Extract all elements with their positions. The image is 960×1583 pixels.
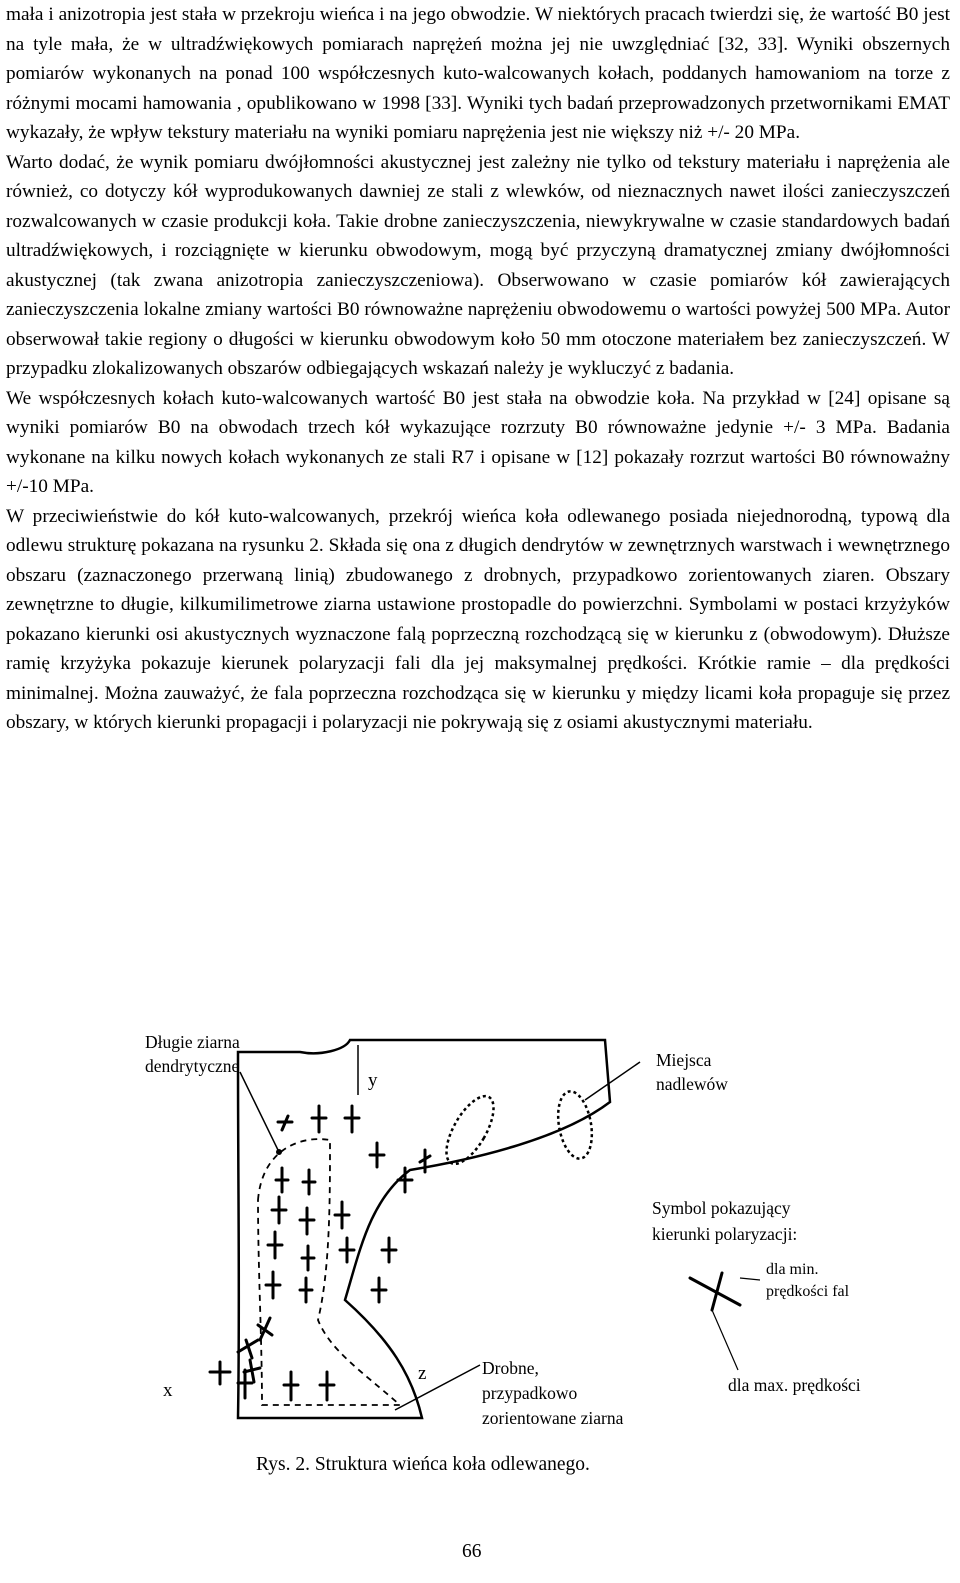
page-number: 66 [462,1541,482,1562]
label-min-speed-2: prędkości fal [766,1283,850,1300]
label-fine-grains-2: przypadkowo [482,1383,578,1403]
rim-outline [238,1040,610,1418]
label-symbol-2: kierunki polaryzacji: [652,1224,798,1244]
axis-x-label: x [163,1380,173,1401]
axis-y-label: y [368,1070,378,1091]
paragraph-4: W przeciwieństwie do kół kuto-walcowanych, przekrój wieńca koła odlewanego posiada niejednorodną, typową dla odlewu strukturę pokazana na rysunku 2. Składa się ona z długich dendrytów w zewnętrznych warstwach i wewnętrznego obszaru (zaznaczonego przerwaną linią) zbudowanego z drobnych, przypadkowo zorientowanych ziaren. Obszary zewnętrzne to długie, kilkumilimetrowe ziarna ustawione prostopadle do powierzchni. Symbolami w postaci krzyżyków pokazano kierunki osi akustycznych wyznaczone falą poprzeczną rozchodzącą się w kierunku z (obwodowym). Dłuższe ramię krzyżyka pokazuje kierunek polaryzacji fali dla jej maksymalnej prędkości. Krótkie ramie – dla prędkości minimalnej. Można zauważyć, że fala poprzeczna rozchodząca się w kierunku y między licami koła propaguje się przez obszary, w których kierunki propagacji i polaryzacji nie pokrywają się z osiami akustycznymi materiału. [6,505,950,733]
label-risers-1: Miejsca [656,1050,712,1070]
riser-ellipse-2 [553,1089,596,1162]
grain-crosses [210,1106,430,1400]
label-max-speed: dla max. prędkości [728,1375,861,1395]
label-long-grains-2: dendrytyczne [145,1056,240,1076]
label-long-grains-1: Długie ziarna [145,1032,240,1052]
axis-z-label: z [418,1363,427,1384]
figure-caption: Rys. 2. Struktura wieńca koła odlewanego. [256,1454,590,1475]
label-min-speed-1: dla min. [766,1261,819,1278]
paragraph-2: Warto dodać, że wynik pomiaru dwójłomności akustycznej jest zależny nie tylko od tekstury materiału i naprężenia ale również, co dotyczy kół wyprodukowanych dawniej ze stali z wlewków, od nieznacznych nawet ilości zanieczyszczeń rozwalcowanych w czasie produkcji koła. Takie drobne zanieczyszczenia, niewykrywalne w czasie standardowych badań ultradźwiękowych, i rozciągnięte w kierunku obwodowym, mogą być przyczyną dramatycznej zmiany dwójłomności akustycznej (tak zwana anizotropia zanieczyszczeniowa). Obserwowano w czasie pomiarów kół zawierających zanieczyszczenia lokalne zmiany wartości B0 równoważne naprężeniu obwodowemu o wartości powyżej 500 MPa. Autor obserwował takie regiony o długości w kierunku obwodowym koło 50 mm otoczone materiałem bez zanieczyszczeń. W przypadku zlokalizowanych obszarów odbiegających wskazań należy je wykluczyć z badania. [6,151,950,379]
paragraph-3: We współczesnych kołach kuto-walcowanych wartość B0 jest stała na obwodzie koła. Na przykład w [24] opisane są wyniki pomiarów B0 na obwodach trzech kół wykazujące rozrzuty B0 równoważne jedynie +/- 3 MPa. Badania wykonane na kilku nowych kołach wykonanych ze stali R7 i opisane w [12] pokazały rozrzut wartości B0 równoważny +/-10 MPa. [6,387,950,497]
polarization-symbol-icon [690,1273,740,1310]
label-fine-grains-1: Drobne, [482,1358,539,1378]
paragraph-1: mała i anizotropia jest stała w przekroju wieńca i na jego obwodzie. W niektórych pracach twierdzi się, że wartość B0 jest na tyle mała, że w ultradźwiękowych pomiarach naprężeń można jej nie uwzględniać [32, 33]. Wyniki obszernych pomiarów wykonanych na ponad 100 współczesnych kuto-walcowanych kołach, poddanych hamowaniom na torze z różnymi mocami hamowania , opublikowano w 1998 [33]. Wyniki tych badań przeprowadzonych przetwornikami EMAT wykazały, że wpływ tekstury materiału na wyniki pomiaru naprężenia jest nie większy niż +/- 20 MPa. [6,4,950,143]
label-symbol-1: Symbol pokazujący [652,1198,791,1218]
label-fine-grains-3: zorientowane ziarna [482,1408,624,1428]
label-risers-2: nadlewów [656,1074,728,1094]
